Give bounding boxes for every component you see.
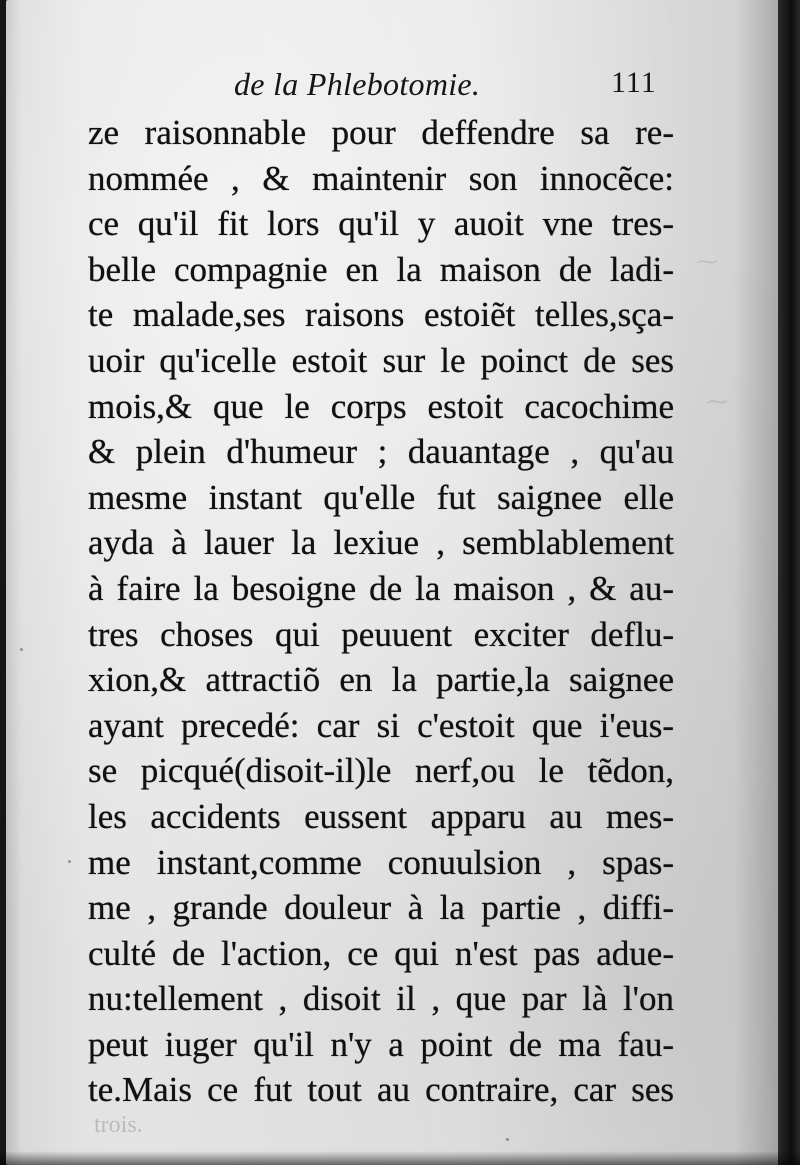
text-line: ayant precedé: car si c'estoit que i'eus-	[88, 705, 674, 745]
text-line: & plein d'humeur ; dauantage , qu'au	[88, 432, 674, 472]
catchword: trois.	[94, 1112, 143, 1138]
text-line: me instant,comme conuulsion , spas-	[88, 842, 674, 882]
text-line: les accidents eussent apparu au mes-	[88, 796, 674, 836]
text-line: culté de l'action, ce qui n'est pas adue-	[88, 933, 674, 973]
page-bottom-shadow	[0, 1151, 800, 1165]
text-line: ayda à lauer la lexiue , semblablement	[88, 523, 674, 563]
text-line: se picqué(disoit-il)le nerf,ou le tẽdon,	[88, 751, 674, 791]
text-line: xion,& attractiõ en la partie,la saignee	[88, 660, 674, 700]
bleed-through-mark: ⁓	[706, 390, 728, 415]
text-line: nu:tellement , disoit il , que par là l'on	[88, 979, 674, 1019]
text-block	[88, 110, 674, 1113]
text-line: te.Mais ce fut tout au contraire, car ses	[88, 1070, 674, 1110]
page-header	[6, 66, 780, 106]
text-line: belle compagnie en la maison de ladi-	[88, 249, 674, 289]
text-line: mesme instant qu'elle fut saignee elle	[88, 477, 674, 517]
text-line: mois,& que le corps estoit cacochime	[88, 386, 674, 426]
text-line: ce qu'il fit lors qu'il y auoit vne tres-	[88, 204, 674, 244]
text-line: te malade,ses raisons estoiẽt telles,sça-	[88, 295, 674, 335]
ink-speck	[20, 648, 23, 651]
running-title: de la Phlebotomie.	[234, 66, 481, 102]
text-line: peut iuger qu'il n'y a point de ma fau-	[88, 1024, 674, 1064]
page-number: 111	[611, 66, 657, 99]
text-line: tres choses qui peuuent exciter deflu-	[88, 614, 674, 654]
text-line: nommée , & maintenir son innocẽce:	[88, 158, 674, 198]
text-line: me , grande douleur à la partie , diffi-	[88, 888, 674, 928]
binding-edge	[778, 0, 800, 1165]
paper-sheet	[6, 0, 780, 1165]
bleed-through-mark: ⁓	[696, 250, 718, 275]
ink-speck	[68, 860, 71, 863]
text-line: ze raisonnable pour deffendre sa re-	[88, 113, 674, 152]
text-line: uoir qu'icelle estoit sur le poinct de ses	[88, 340, 674, 380]
ink-speck	[506, 1138, 509, 1141]
text-line: à faire la besoigne de la maison , & au-	[88, 568, 674, 608]
